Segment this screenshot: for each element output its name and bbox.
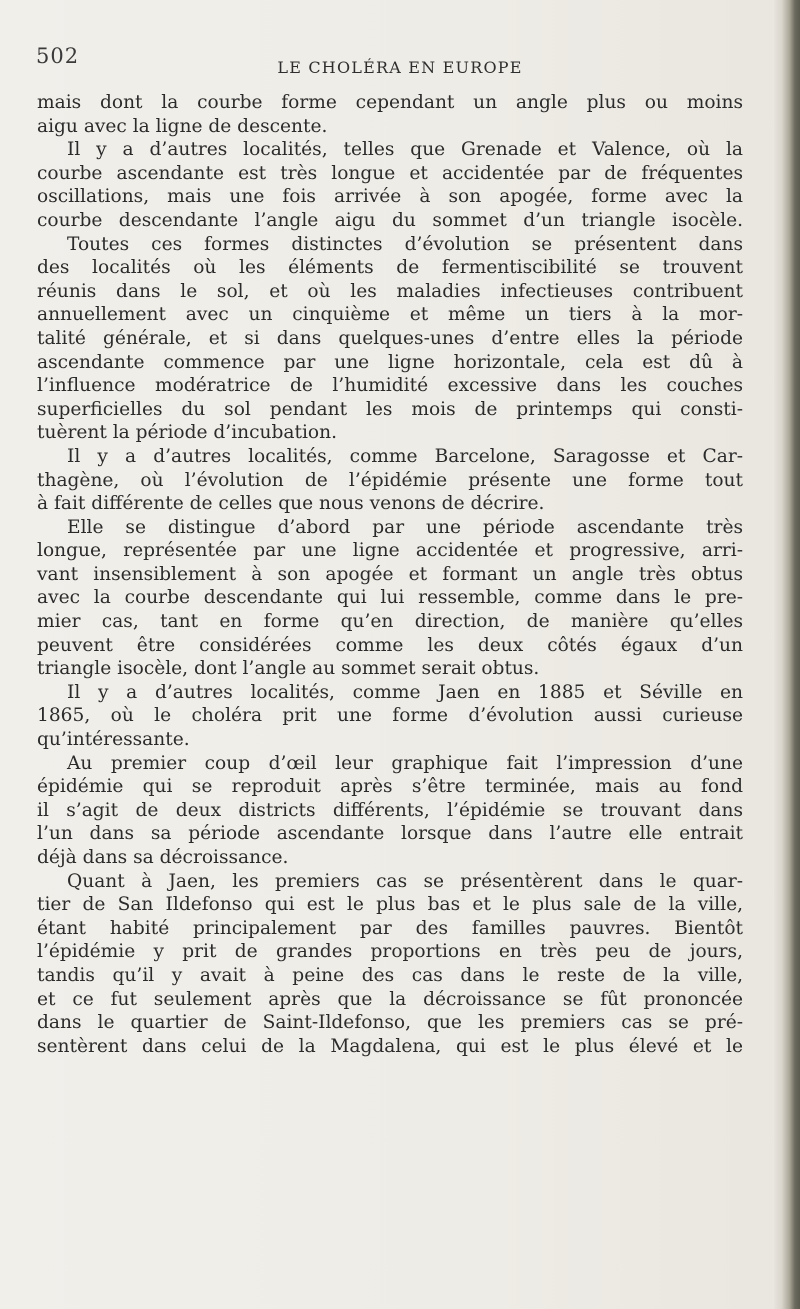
text-line: il s’agit de deux districts différents, l’épidémie se trouvant dans [37,799,743,821]
text-line: longue, représentée par une ligne accidentée et progressive, arri- [37,540,743,562]
text-line: oscillations, mais une fois arrivée à son apogée, forme avec la [37,186,743,208]
text-line: peuvent être considérées comme les deux côtés égaux d’un [37,634,743,656]
text-line: qu’intéressante. [37,729,190,751]
text-line: Au premier coup d’œil leur graphique fait l’impression d’une [67,752,743,774]
text-line: Toutes ces formes distinctes d’évolution se présentent dans [67,233,743,255]
text-line: l’influence modératrice de l’humidité excessive dans les couches [37,375,743,397]
body-text [37,91,743,1058]
text-line: épidémie qui se reproduit après s’être terminée, mais au fond [37,776,743,798]
text-line: réunis dans le sol, et où les maladies infectieuses contribuent [37,280,743,302]
text-line: aigu avec la ligne de descente. [37,115,328,137]
text-line: mais dont la courbe forme cependant un angle plus ou moins [37,92,743,113]
page-number: 502 [36,44,80,68]
text-line: avec la courbe descendante qui lui ressemble, comme dans le pre- [37,587,743,609]
text-line: déjà dans sa décroissance. [37,847,289,868]
text-line: thagène, où l’évolution de l’épidémie présente une forme tout [37,469,743,491]
text-line: dans le quartier de Saint-Ildefonso, que les premiers cas se pré- [37,1012,743,1034]
text-line: tier de San Ildefonso qui est le plus bas et le plus sale de la ville, [37,894,743,916]
text-line: sentèrent dans celui de la Magdalena, qui est le plus élevé et le [37,1035,743,1057]
running-title: LE CHOLÉRA EN EUROPE [277,58,523,77]
text-line: l’épidémie y prit de grandes proportions en très peu de jours, [37,941,743,963]
text-line: triangle isocèle, dont l’angle au sommet serait obtus. [37,658,540,680]
text-line: Il y a d’autres localités, comme Barcelone, Saragosse et Car- [67,445,743,467]
text-line: annuellement avec un cinquième et même un tiers à la mor- [37,304,743,326]
text-line: et ce fut seulement après que la décroissance se fût prononcée [37,988,743,1010]
text-line: tandis qu’il y avait à peine des cas dans le reste de la ville, [37,964,743,986]
text-line: l’un dans sa période ascendante lorsque dans l’autre elle entrait [37,823,743,845]
text-line: Il y a d’autres localités, telles que Grenade et Valence, où la [67,139,743,161]
text-line: talité générale, et si dans quelques-unes d’entre elles la période [37,327,743,349]
text-line: étant habité principalement par des familles pauvres. Bientôt [37,917,743,939]
text-line: courbe descendante l’angle aigu du sommet d’un triangle isocèle. [37,209,743,231]
text-line: superficielles du sol pendant les mois de printemps qui consti- [37,398,743,420]
text-line: à fait différente de celles que nous venons de décrire. [37,493,545,515]
text-line: vant insensiblement à son apogée et formant un angle très obtus [37,563,743,585]
text-line: Il y a d’autres localités, comme Jaen en 1885 et Séville en [67,681,743,703]
text-line: ascendante commence par une ligne horizontale, cela est dû à [37,351,743,373]
text-line: 1865, où le choléra prit une forme d’évolution aussi curieuse [37,705,743,727]
text-line: mier cas, tant en forme qu’en direction, de manière qu’elles [37,611,743,633]
text-line: des localités où les éléments de fermentiscibilité se trouvent [37,257,743,279]
text-line: Elle se distingue d’abord par une période ascendante très [67,516,743,538]
text-line: courbe ascendante est très longue et accidentée par de fréquentes [37,162,743,184]
text-line: tuèrent la période d’incubation. [37,422,338,444]
text-line: Quant à Jaen, les premiers cas se présentèrent dans le quar- [67,870,743,892]
page-edge-shadow [774,0,800,1309]
